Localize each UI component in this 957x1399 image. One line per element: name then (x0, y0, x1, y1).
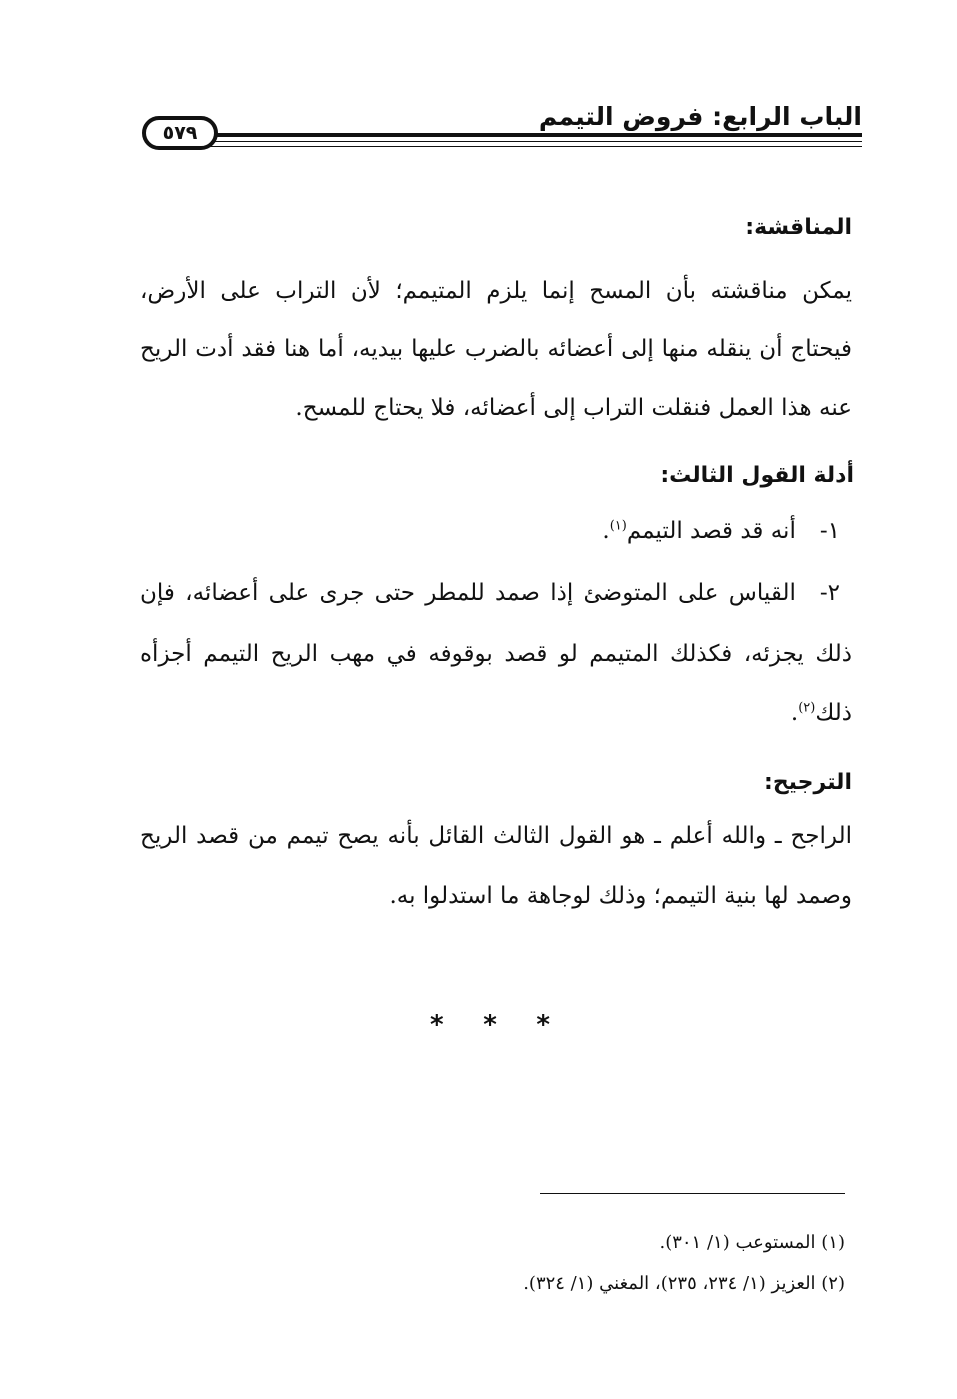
preference-line-1: الراجح ـ والله أعلم ـ هو القول الثالث القائل بأنه يصح تيمم من قصد الريح (140, 823, 852, 849)
header-rule-middle (202, 141, 862, 142)
item-1-end: . (602, 518, 610, 544)
item-1-number: ١- (819, 518, 840, 544)
header-rule-thin (202, 146, 862, 147)
page-number-badge (142, 116, 218, 150)
footnote-ref-1: (١) (609, 518, 627, 534)
section-separator (430, 1010, 550, 1040)
footnote-divider (540, 1193, 845, 1194)
evidence-item-2-line-1 (140, 576, 840, 610)
separator-star-2: * (483, 1010, 497, 1040)
separator-star-1: * (430, 1010, 444, 1040)
preference-heading: الترجيح: (764, 770, 852, 795)
running-header (140, 100, 862, 156)
footnote-2: (٢) العزيز (١/ ٢٣٤، ٢٣٥)، المغني (١/ ٣٢٤). (523, 1273, 845, 1294)
chapter-title: الباب الرابع: فروض التيمم (538, 102, 862, 131)
discussion-line-2: فيحتاج أن ينقله منها إلى أعضائه بالضرب عليها بيديه، أما هنا فقد أدت الريح (140, 336, 852, 362)
separator-star-3: * (536, 1010, 550, 1040)
page-number: ٥٧٩ (162, 122, 198, 144)
evidence-item-1 (602, 514, 840, 548)
footnote-ref-2: (٢) (798, 700, 816, 716)
item-2-number: ٢- (819, 580, 840, 606)
item-2-line-1-text: القياس على المتوضئ إذا صمد للمطر حتى جرى على أعضائه، فإن (140, 580, 796, 606)
item-2-line-3-text: ذلك (815, 700, 852, 726)
preference-line-2: وصمد لها بنية التيمم؛ وذلك لوجاهة ما استدلوا به. (389, 883, 852, 909)
item-2-end: . (790, 700, 799, 726)
item-1-text: أنه قد قصد التيمم (626, 518, 796, 544)
footnote-1: (١) المستوعب (١/ ٣٠١). (659, 1232, 845, 1253)
discussion-line-3: عنه هذا العمل فنقلت التراب إلى أعضائه، فلا يحتاج للمسح. (295, 395, 852, 421)
discussion-heading: المناقشة: (745, 215, 852, 240)
third-opinion-heading: أدلة القول الثالث: (660, 463, 854, 488)
evidence-item-2-line-2: ذلك يجزئه، فكذلك المتيمم لو قصد بوقوفه في مهب الريح التيمم أجزأه (140, 641, 852, 667)
header-rule-thick (202, 133, 862, 137)
discussion-line-1: يمكن مناقشته بأن المسح إنما يلزم المتيمم؛ لأن التراب على الأرض، (140, 278, 852, 304)
evidence-item-2-line-3 (791, 696, 852, 730)
